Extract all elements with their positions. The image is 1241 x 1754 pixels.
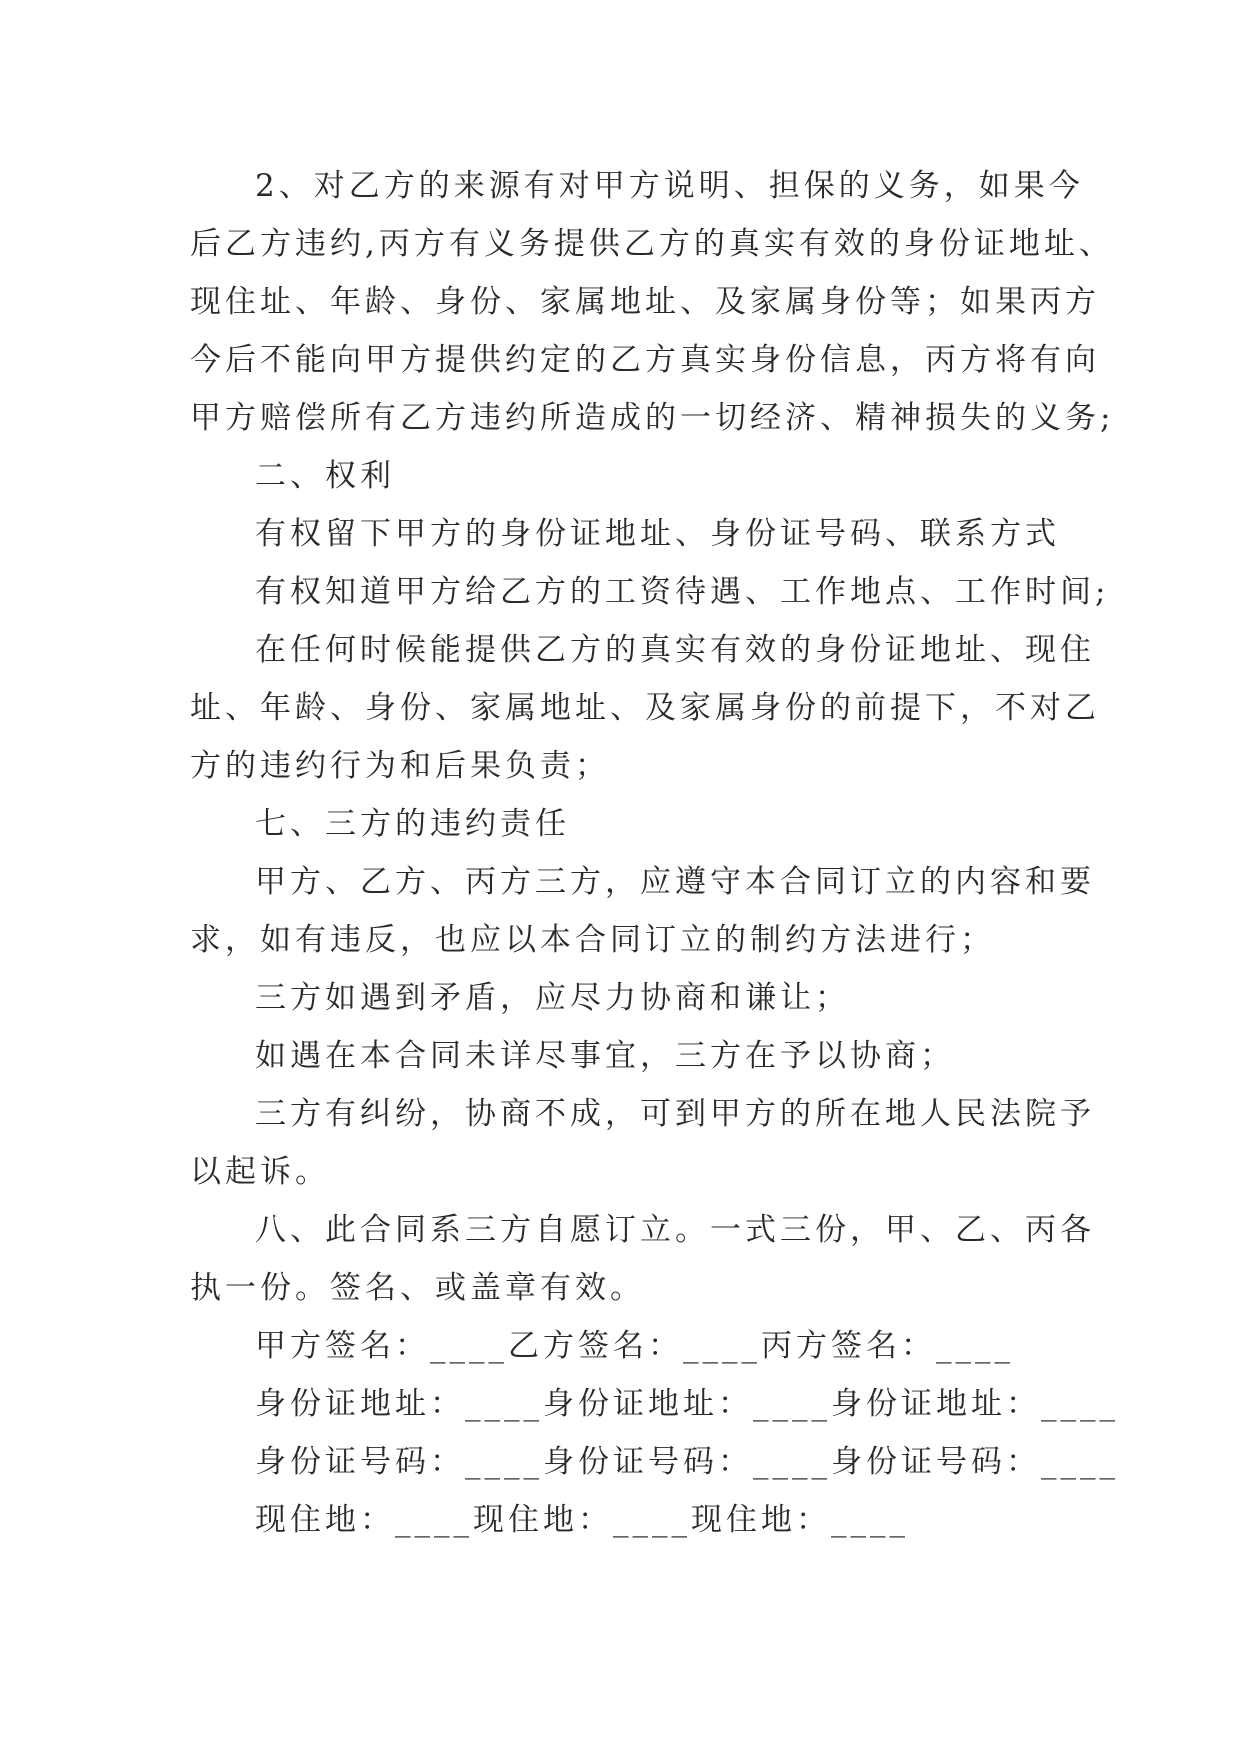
text-line: 求，如有违反，也应以本合同订立的制约方法进行； bbox=[190, 922, 995, 958]
text-line: 今后不能向甲方提供约定的乙方真实身份信息，丙方将有向 bbox=[190, 342, 1100, 378]
text-line: 三方如遇到矛盾，应尽力协商和谦让； bbox=[255, 980, 850, 1016]
signature-line: 甲方签名：____乙方签名：____丙方签名：____ bbox=[255, 1328, 1014, 1364]
text-line: 如遇在本合同未详尽事宜，三方在予以协商； bbox=[255, 1038, 955, 1074]
text-line: 三方有纠纷，协商不成，可到甲方的所在地人民法院予 bbox=[255, 1096, 1095, 1132]
section-heading: 二、权利 bbox=[255, 458, 395, 494]
text-line: 甲方赔偿所有乙方违约所造成的一切经济、精神损失的义务; bbox=[190, 400, 1115, 436]
text-line: 在任何时候能提供乙方的真实有效的身份证地址、现住 bbox=[255, 632, 1095, 668]
text-line: 以起诉。 bbox=[190, 1154, 330, 1190]
section-heading: 七、三方的违约责任 bbox=[255, 806, 570, 842]
text-line: 有权留下甲方的身份证地址、身份证号码、联系方式 bbox=[255, 516, 1060, 552]
text-line: 执一份。签名、或盖章有效。 bbox=[190, 1270, 645, 1306]
text-line: 甲方、乙方、丙方三方，应遵守本合同订立的内容和要 bbox=[255, 864, 1095, 900]
id-address-line: 身份证地址：____身份证地址：____身份证地址：____ bbox=[255, 1386, 1119, 1422]
text-line: 有权知道甲方给乙方的工资待遇、工作地点、工作时间; bbox=[255, 574, 1110, 610]
text-line: 八、此合同系三方自愿订立。一式三份，甲、乙、丙各 bbox=[255, 1212, 1095, 1248]
text-line: 2、对乙方的来源有对甲方说明、担保的义务，如果今 bbox=[255, 168, 1084, 204]
id-number-line: 身份证号码：____身份证号码：____身份证号码：____ bbox=[255, 1444, 1119, 1480]
text-line: 后乙方违约,丙方有义务提供乙方的真实有效的身份证地址、 bbox=[190, 226, 1114, 262]
text-line: 址、年龄、身份、家属地址、及家属身份的前提下，不对乙 bbox=[190, 690, 1100, 726]
text-line: 现住址、年龄、身份、家属地址、及家属身份等；如果丙方 bbox=[190, 284, 1100, 320]
residence-line: 现住地：____现住地：____现住地：____ bbox=[255, 1502, 909, 1538]
text-line: 方的违约行为和后果负责； bbox=[190, 748, 610, 784]
